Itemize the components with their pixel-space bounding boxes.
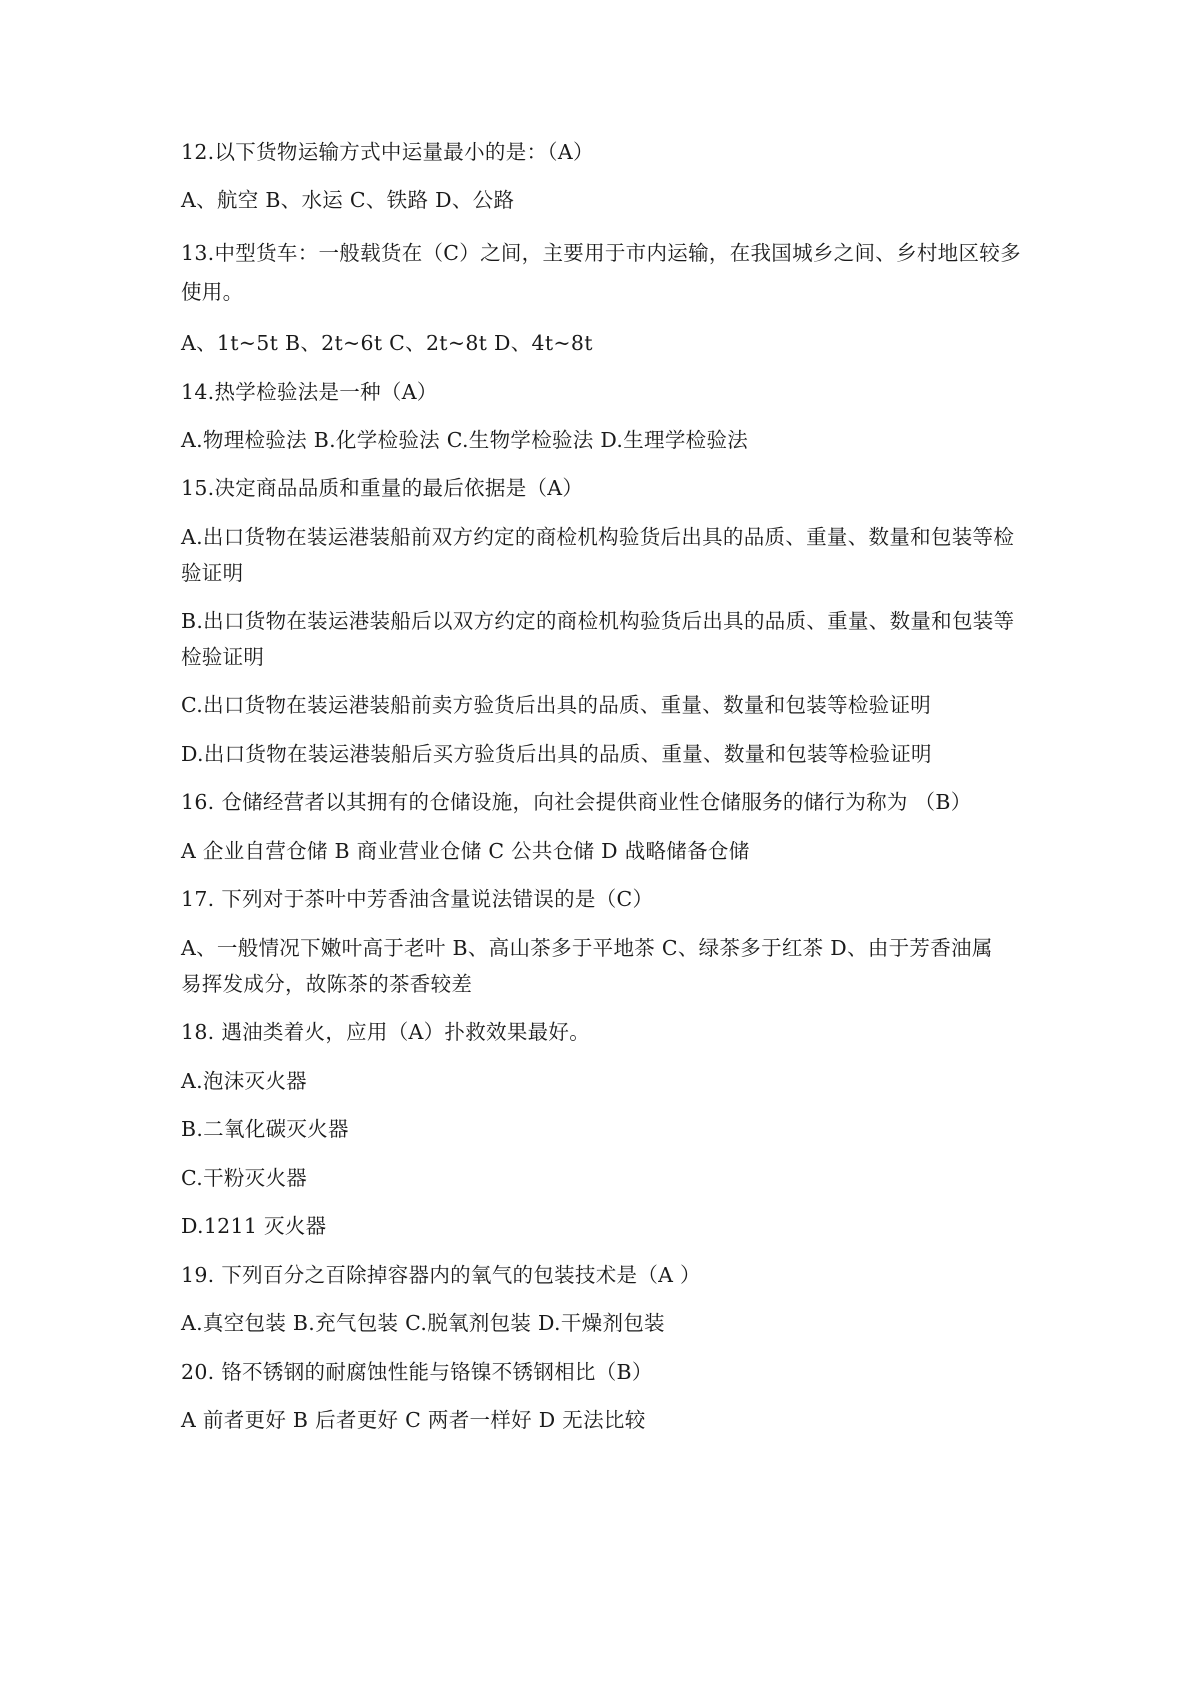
question-13-options: A、1t~5t B、2t~6t C、2t~8t D、4t~8t <box>181 331 593 355</box>
question-19: 19. 下列百分之百除掉容器内的氧气的包装技术是（A ） <box>181 1263 701 1287</box>
question-20-options: A 前者更好 B 后者更好 C 两者一样好 D 无法比较 <box>181 1408 646 1432</box>
question-14-options: A.物理检验法 B.化学检验法 C.生物学检验法 D.生理学检验法 <box>181 428 749 452</box>
question-18-option-d: D.1211 灭火器 <box>181 1214 327 1238</box>
question-18: 18. 遇油类着火，应用（A）扑救效果最好。 <box>181 1020 591 1044</box>
question-17-options: A、一般情况下嫩叶高于老叶 B、高山茶多于平地茶 C、绿茶多于红茶 D、由于芳香油属 <box>181 936 993 960</box>
question-17: 17. 下列对于茶叶中芳香油含量说法错误的是（C） <box>181 887 654 911</box>
question-18-option-a: A.泡沫灭火器 <box>181 1069 307 1093</box>
question-13: 13.中型货车：一般载货在（C）之间，主要用于市内运输，在我国城乡之间、乡村地区较多 <box>181 241 1021 265</box>
question-16: 16. 仓储经营者以其拥有的仓储设施，向社会提供商业性仓储服务的储行为称为 （B） <box>181 790 972 814</box>
question-15-option-d: D.出口货物在装运港装船后买方验货后出具的品质、重量、数量和包装等检验证明 <box>181 742 932 766</box>
question-16-options: A 企业自营仓储 B 商业营业仓储 C 公共仓储 D 战略储备仓储 <box>181 839 750 863</box>
question-15-option-c: C.出口货物在装运港装船前卖方验货后出具的品质、重量、数量和包装等检验证明 <box>181 693 932 717</box>
question-15: 15.决定商品品质和重量的最后依据是（A） <box>181 476 584 500</box>
question-12-options: A、航空 B、水运 C、铁路 D、公路 <box>181 188 515 212</box>
question-15-option-a: A.出口货物在装运港装船前双方约定的商检机构验货后出具的品质、重量、数量和包装等检 <box>181 525 1015 549</box>
question-15-option-b: B.出口货物在装运港装船后以双方约定的商检机构验货后出具的品质、重量、数量和包装等 <box>181 609 1015 633</box>
question-13-continued: 使用。 <box>181 280 244 304</box>
question-15-option-b-continued: 检验证明 <box>181 645 265 669</box>
question-17-options-continued: 易挥发成分，故陈茶的茶香较差 <box>181 972 473 996</box>
question-12: 12.以下货物运输方式中运量最小的是：（A） <box>181 140 594 164</box>
question-18-option-b: B.二氧化碳灭火器 <box>181 1117 349 1141</box>
question-18-option-c: C.干粉灭火器 <box>181 1166 308 1190</box>
question-19-options: A.真空包装 B.充气包装 C.脱氧剂包装 D.干燥剂包装 <box>181 1311 665 1335</box>
question-15-option-a-continued: 验证明 <box>181 561 244 585</box>
question-20: 20. 铬不锈钢的耐腐蚀性能与铬镍不锈钢相比（B） <box>181 1360 653 1384</box>
question-14: 14.热学检验法是一种（A） <box>181 380 438 404</box>
